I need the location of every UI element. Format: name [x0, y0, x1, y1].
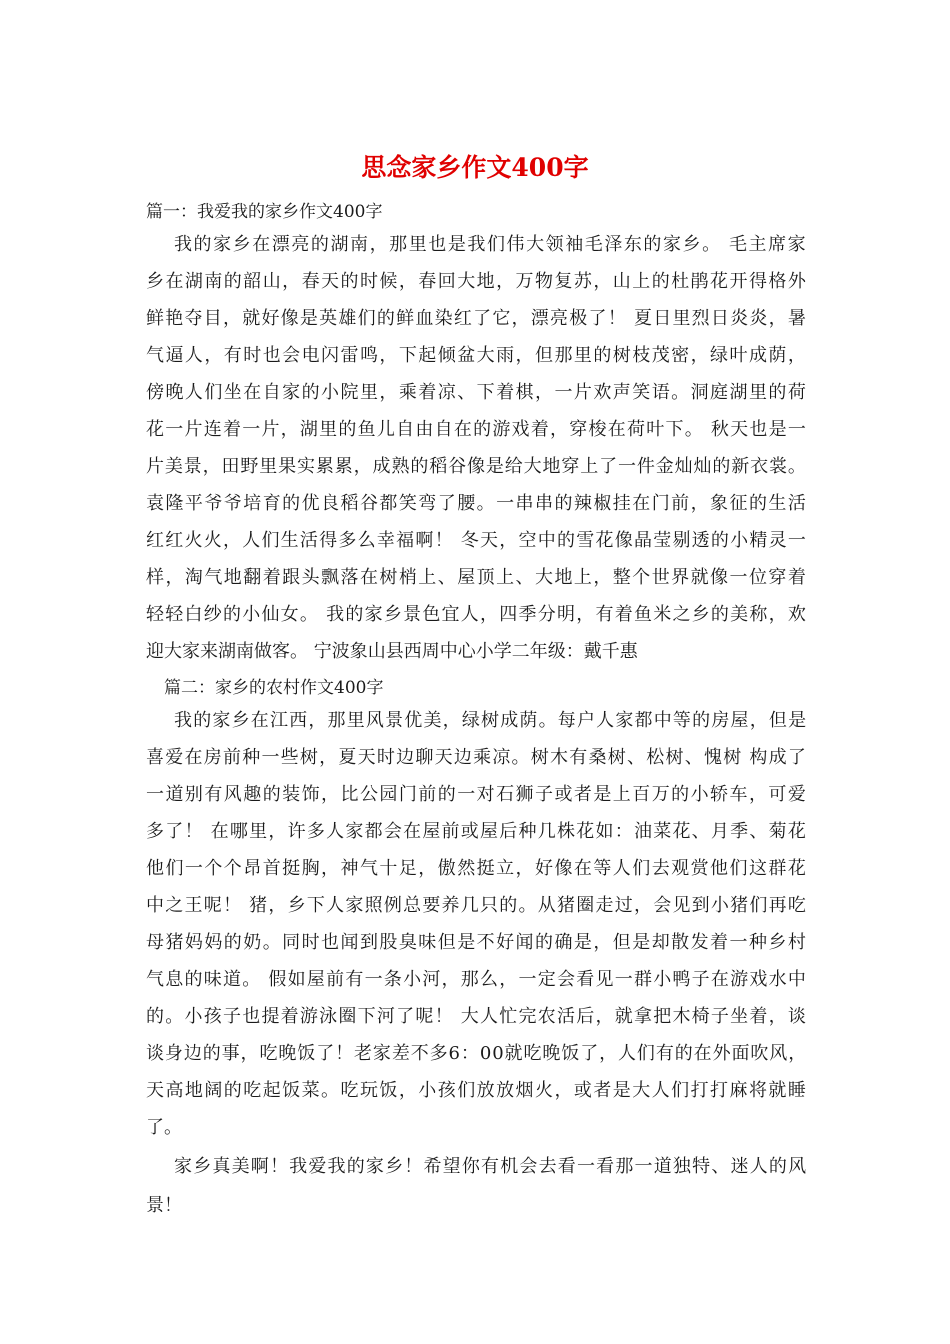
- section-2-line: 母猪妈妈的奶。同时也闻到股臭味但是不好闻的确是，但是却散发着一种乡村: [146, 932, 808, 953]
- document-title: 思念家乡作文400字: [361, 153, 589, 182]
- section-2-line: 了。: [146, 1117, 182, 1138]
- section-2-line: 喜爱在房前种一些树，夏天时边聊天边乘凉。树木有桑树、松树、愧树 构成了: [146, 747, 808, 768]
- section-1-line: 我的家乡在漂亮的湖南，那里也是我们伟大领袖毛泽东的家乡。 毛主席家: [174, 234, 808, 255]
- section-1-line: 迎大家来湖南做客。 宁波象山县西周中心小学二年级：戴千惠: [146, 641, 638, 662]
- section-1-line: 花一片连着一片，湖里的鱼儿自由自在的游戏着，穿梭在荷叶下。 秋天也是一: [146, 419, 808, 440]
- section-1-line: 鲜艳夺目，就好像是英雄们的鲜血染红了它，漂亮极了！ 夏日里烈日炎炎，暑: [146, 308, 808, 329]
- section-1-line: 样，淘气地翻着跟头飘落在树梢上、屋顶上、大地上，整个世界就像一位穿着: [146, 567, 808, 588]
- section-2-line: 的。小孩子也提着游泳圈下河了呢！ 大人忙完农活后，就拿把木椅子坐着，谈: [146, 1006, 808, 1027]
- closing-line: 景！: [146, 1195, 182, 1216]
- section-2-line: 多了！ 在哪里，许多人家都会在屋前或屋后种几株花如：油菜花、月季、菊花: [146, 821, 808, 842]
- section-1-line: 袁隆平爷爷培育的优良稻谷都笑弯了腰。一串串的辣椒挂在门前，象征的生活: [146, 493, 808, 514]
- section-2-line: 一道别有风趣的装饰，比公园门前的一对石狮子或者是上百万的小轿车，可爱: [146, 784, 808, 805]
- section-2-line: 中之王呢！ 猪，乡下人家照例总要养几只的。从猪圈走过，会见到小猪们再吃: [146, 895, 808, 916]
- section-2-line: 天高地阔的吃起饭菜。吃玩饭，小孩们放放烟火，或者是大人们打打麻将就睡: [146, 1080, 808, 1101]
- section-1-heading: 篇一：我爱我的家乡作文400字: [146, 202, 383, 222]
- section-2-line: 气息的味道。 假如屋前有一条小河，那么，一定会看见一群小鸭子在游戏水中: [146, 969, 808, 990]
- section-2-line: 他们一个个昂首挺胸，神气十足，傲然挺立，好像在等人们去观赏他们这群花: [146, 858, 808, 879]
- section-2-line: 我的家乡在江西，那里风景优美，绿树成荫。每户人家都中等的房屋，但是: [174, 710, 808, 731]
- section-1-line: 气逼人，有时也会电闪雷鸣，下起倾盆大雨，但那里的树枝茂密，绿叶成荫，: [146, 345, 808, 366]
- section-1-line: 轻轻白纱的小仙女。 我的家乡景色宜人，四季分明，有着鱼米之乡的美称，欢: [146, 604, 808, 625]
- section-2-line: 谈身边的事，吃晚饭了！老家差不多6：00就吃晚饭了，人们有的在外面吹风，: [146, 1043, 808, 1064]
- closing-line: 家乡真美啊！我爱我的家乡！希望你有机会去看一看那一道独特、迷人的风: [174, 1156, 808, 1177]
- section-1-line: 乡在湖南的韶山，春天的时候，春回大地，万物复苏，山上的杜鹃花开得格外: [146, 271, 808, 292]
- section-1-line: 红红火火，人们生活得多么幸福啊！ 冬天，空中的雪花像晶莹剔透的小精灵一: [146, 530, 808, 551]
- section-1-line: 片美景，田野里果实累累，成熟的稻谷像是给大地穿上了一件金灿灿的新衣裳。: [146, 456, 807, 477]
- section-2-heading: 篇二：家乡的农村作文400字: [164, 678, 384, 698]
- section-1-line: 傍晚人们坐在自家的小院里，乘着凉、下着棋，一片欢声笑语。洞庭湖里的荷: [146, 382, 808, 403]
